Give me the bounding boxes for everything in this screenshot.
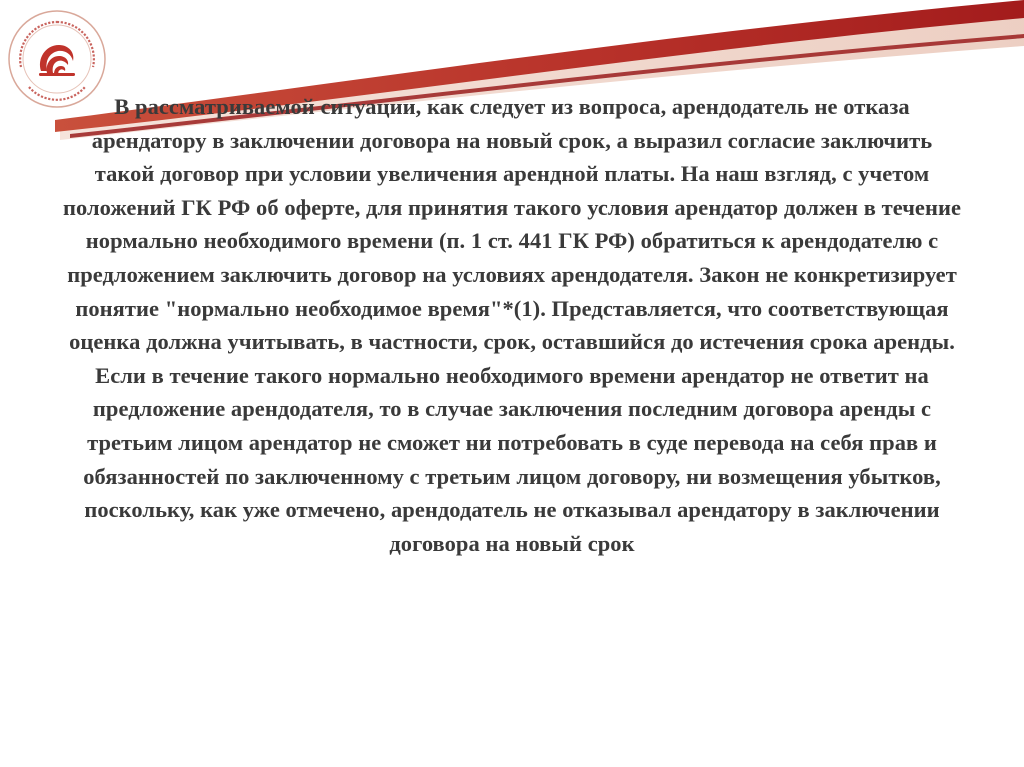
slide-paragraph: В рассматриваемой ситуации, как следует из вопроса, арендодатель не отказа арендатору в заключении договора на новый срок, а выразил согласие заключить такой договор при условии увеличения арендной платы. На наш взгляд, с учетом положений ГК РФ об оферте, для принятия такого условия арендатор должен в течение нормально необходимого времени (п. 1 ст. 441 ГК РФ) обратиться к арендодателю с предложением заключить договор на условиях арендодателя. Закон не конкретизирует понятие "нормально необходимое время"*(1). Представляется, что соответствующая оценка должна учитывать, в частности, срок, оставшийся до истечения срока аренды. Если в течение такого нормально необходимого времени арендатор не ответит на предложение арендодателя, то в случае заключения последним договора аренды с третьим лицом арендатор не сможет ни потребовать в суде перевода на себя прав и обязанностей по заключенному с третьим лицом договору, ни возмещения убытков, поскольку, как уже отмечено, арендодатель не отказывал арендатору в заключении договора на новый срок	[62, 94, 962, 556]
